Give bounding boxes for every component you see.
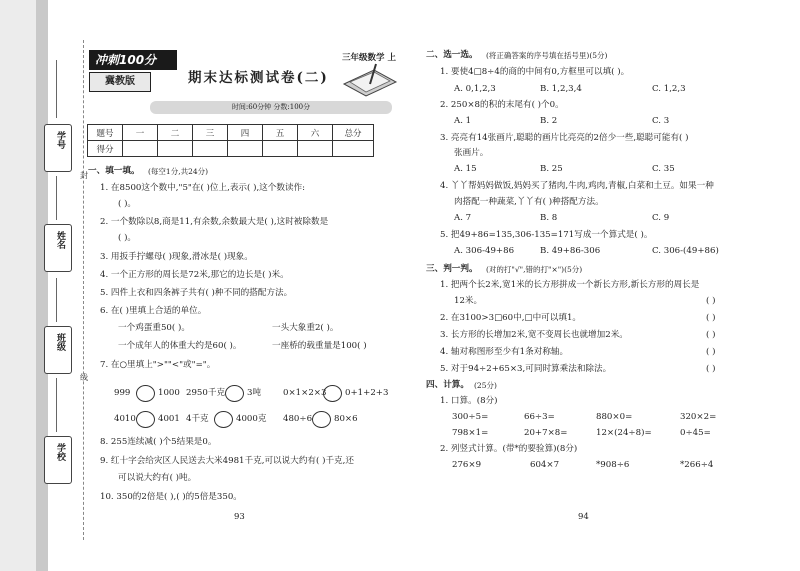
score-cell[interactable] (298, 141, 333, 157)
option: C. 9 (652, 213, 670, 223)
section-note: (25分) (474, 381, 497, 390)
question-line: 5. 四件上衣和四条裤子共有( )种不同的搭配方法。 (100, 288, 293, 298)
line-char: 线 (80, 373, 88, 382)
compare-value: 999 (114, 388, 131, 398)
oral-item: 12×(24÷8)= (596, 428, 652, 438)
compare-value: 4010 (114, 414, 136, 424)
score-cell[interactable] (263, 141, 298, 157)
section-note: (对的打"√",错的打"×")(5分) (486, 265, 583, 274)
oral-item: 20+7×8= (524, 428, 568, 438)
grade-label: 三年级数学 上 (342, 53, 396, 63)
question-line: 一个鸡蛋重50( )。 (118, 323, 190, 333)
compare-value: 0×1×2×3 (283, 388, 327, 398)
option: B. 1,2,3,4 (540, 84, 582, 94)
score-table-score-row (88, 141, 374, 157)
compare-value: 80×6 (334, 414, 358, 424)
question-line: ( )。 (118, 199, 137, 209)
question-line: 9. 红十字会给灾区人民送去大米4981千克,可以说大约有( )千克,还 (100, 456, 354, 466)
page-number-left: 93 (234, 512, 245, 522)
question-line: 4. 轴对称图形至少有1条对称轴。 (440, 347, 569, 357)
question-line: 3. 亮亮有14张画片,聪聪的画片比亮亮的2倍少一些,聪聪可能有( ) (440, 133, 689, 143)
question-line: 一头大象重2( )。 (272, 323, 339, 333)
oral-item: 300÷5= (452, 412, 489, 422)
option: C. 1,2,3 (652, 84, 686, 94)
page-number-right: 94 (578, 512, 589, 522)
question-line: 2. 一个数除以8,商是11,有余数,余数最大是( ),这时被除数是 (100, 217, 329, 227)
compare-value: 4000克 (236, 414, 267, 424)
compare-value: 0+1+2+3 (345, 388, 389, 398)
option: B. 8 (540, 213, 558, 223)
option: C. 3 (652, 116, 670, 126)
compare-circle[interactable] (323, 385, 342, 402)
compare-circle[interactable] (214, 411, 233, 428)
option: B. 25 (540, 164, 563, 174)
compare-value: 2950千克 (186, 388, 226, 398)
answer-paren[interactable]: ( ) (706, 313, 716, 323)
compare-circle[interactable] (225, 385, 244, 402)
score-table (87, 124, 374, 157)
option: A. 1 (454, 116, 472, 126)
question-line: 5. 把49+86=135,306-135=171写成一个算式是( )。 (440, 230, 653, 240)
name-label: 姓名 (44, 224, 72, 272)
score-cell[interactable] (123, 141, 158, 157)
option: B. 2 (540, 116, 558, 126)
compare-circle[interactable] (312, 411, 331, 428)
vertical-calc: 604×7 (530, 460, 560, 470)
score-cell[interactable] (228, 141, 263, 157)
oral-item: 880×0= (596, 412, 633, 422)
section-heading: 一、填一填。 (88, 166, 140, 176)
question-line: 张画片。 (454, 148, 489, 158)
compare-value: 4千克 (186, 414, 209, 424)
question-line: 2. 250×8的积的末尾有( )个0。 (440, 100, 564, 110)
vertical-calc: *266÷4 (680, 460, 714, 470)
question-line: 6. 在( )里填上合适的单位。 (100, 306, 207, 316)
compare-value: 4001 (158, 414, 180, 424)
table-cell: 二 (158, 125, 193, 141)
answer-paren[interactable]: ( ) (706, 330, 716, 340)
table-cell: 一 (123, 125, 158, 141)
question-line: ( )。 (118, 233, 137, 243)
binding-edge (36, 0, 48, 571)
score-cell[interactable] (158, 141, 193, 157)
table-cell: 得分 (88, 141, 123, 157)
table-cell: 四 (228, 125, 263, 141)
exam-title: 期末达标测试卷(二) (188, 70, 329, 86)
vertical-calc: *908÷6 (596, 460, 630, 470)
compare-circle[interactable] (136, 385, 155, 402)
oral-item: 320×2= (680, 412, 717, 422)
compare-value: 3吨 (247, 388, 262, 398)
score-cell[interactable] (193, 141, 228, 157)
option: A. 7 (454, 213, 472, 223)
question-line: 一座桥的载重量是100( ) (272, 341, 367, 351)
option: A. 0,1,2,3 (454, 84, 496, 94)
answer-paren[interactable]: ( ) (706, 364, 716, 374)
time-score-banner: 时间:60分钟 分数:100分 (150, 101, 392, 114)
option: A. 306-49+86 (454, 246, 515, 256)
question-line: 1. 在8500这个数中,"5"在( )位上,表示( ),这个数读作: (100, 183, 306, 193)
school-field[interactable] (56, 378, 58, 432)
section-heading: 四、计算。 (426, 380, 469, 390)
section-note: (将正确答案的序号填在括号里)(5分) (486, 51, 608, 60)
brand-logo: 冲刺100分 (89, 50, 177, 70)
question-line: 1. 把两个长2米,宽1米的长方形拼成一个新长方形,新长方形的周长是 (440, 280, 700, 290)
question-line: 4. 丫丫帮妈妈做饭,妈妈买了猪肉,牛肉,鸡肉,青椒,白菜和土豆。如果一种 (440, 181, 714, 191)
question-line: 1. 要使4□8÷4的商的中间有0,方框里可以填( )。 (440, 67, 630, 77)
subsection-title: 2. 列竖式计算。(带*的要验算)(8分) (440, 444, 578, 454)
option: C. 35 (652, 164, 675, 174)
question-line: 7. 在○里填上">""<"或"="。 (100, 360, 216, 370)
compare-circle[interactable] (136, 411, 155, 428)
compare-value: 1000 (158, 388, 180, 398)
name-field[interactable] (56, 176, 58, 220)
edition-badge: 冀教版 (89, 72, 151, 92)
school-label: 学校 (44, 436, 72, 484)
subsection-title: 1. 口算。(8分) (440, 396, 498, 406)
student-id-label: 学号 (44, 124, 72, 172)
oral-item: 798×1= (452, 428, 489, 438)
section-note: (每空1分,共24分) (148, 167, 209, 176)
student-id-field[interactable] (56, 60, 58, 118)
question-line: 4. 一个正方形的周长是72米,那它的边长是( )米。 (100, 270, 289, 280)
seal-char: 封 (80, 171, 88, 180)
score-table-header-row (88, 125, 374, 141)
question-line: 3. 长方形的长增加2米,宽不变周长也就增加2米。 (440, 330, 628, 340)
question-line: 可以说大约有( )吨。 (118, 473, 197, 483)
compare-value: 480÷6 (283, 414, 313, 424)
section-heading: 二、选一选。 (426, 50, 478, 60)
question-line: 10. 350的2倍是( ),( )的5倍是350。 (100, 492, 242, 502)
book-illustration (340, 62, 400, 98)
table-cell: 六 (298, 125, 333, 141)
option: A. 15 (454, 164, 477, 174)
question-line: 3. 用扳手拧螺母( )现象,滑冰是( )现象。 (100, 252, 253, 262)
oral-item: 0÷45= (680, 428, 711, 438)
option: B. 49+86-306 (540, 246, 601, 256)
question-line: 肉搭配一种蔬菜,丫丫有( )种搭配方法。 (454, 197, 604, 207)
question-line: 一个成年人的体重大约是60( )。 (118, 341, 242, 351)
option: C. 306-(49+86) (652, 246, 719, 256)
class-label: 班级 (44, 326, 72, 374)
answer-paren[interactable]: ( ) (706, 347, 716, 357)
seal-line (83, 40, 84, 540)
binding-strip (0, 0, 36, 571)
class-field[interactable] (56, 278, 58, 322)
score-cell[interactable] (333, 141, 374, 157)
question-line: 12米。 (454, 296, 483, 306)
table-cell: 总分 (333, 125, 374, 141)
question-line: 2. 在3100>3□60中,□中可以填1。 (440, 313, 581, 323)
vertical-calc: 276×9 (452, 460, 482, 470)
section-heading: 三、判一判。 (426, 264, 478, 274)
table-cell: 题号 (88, 125, 123, 141)
table-cell: 三 (193, 125, 228, 141)
table-cell: 五 (263, 125, 298, 141)
question-line: 8. 255连续减( )个5结果是0。 (100, 437, 217, 447)
question-line: 5. 对于94÷2+65×3,可同时算乘法和除法。 (440, 364, 612, 374)
answer-paren[interactable]: ( ) (706, 296, 716, 306)
oral-item: 66÷3= (524, 412, 555, 422)
